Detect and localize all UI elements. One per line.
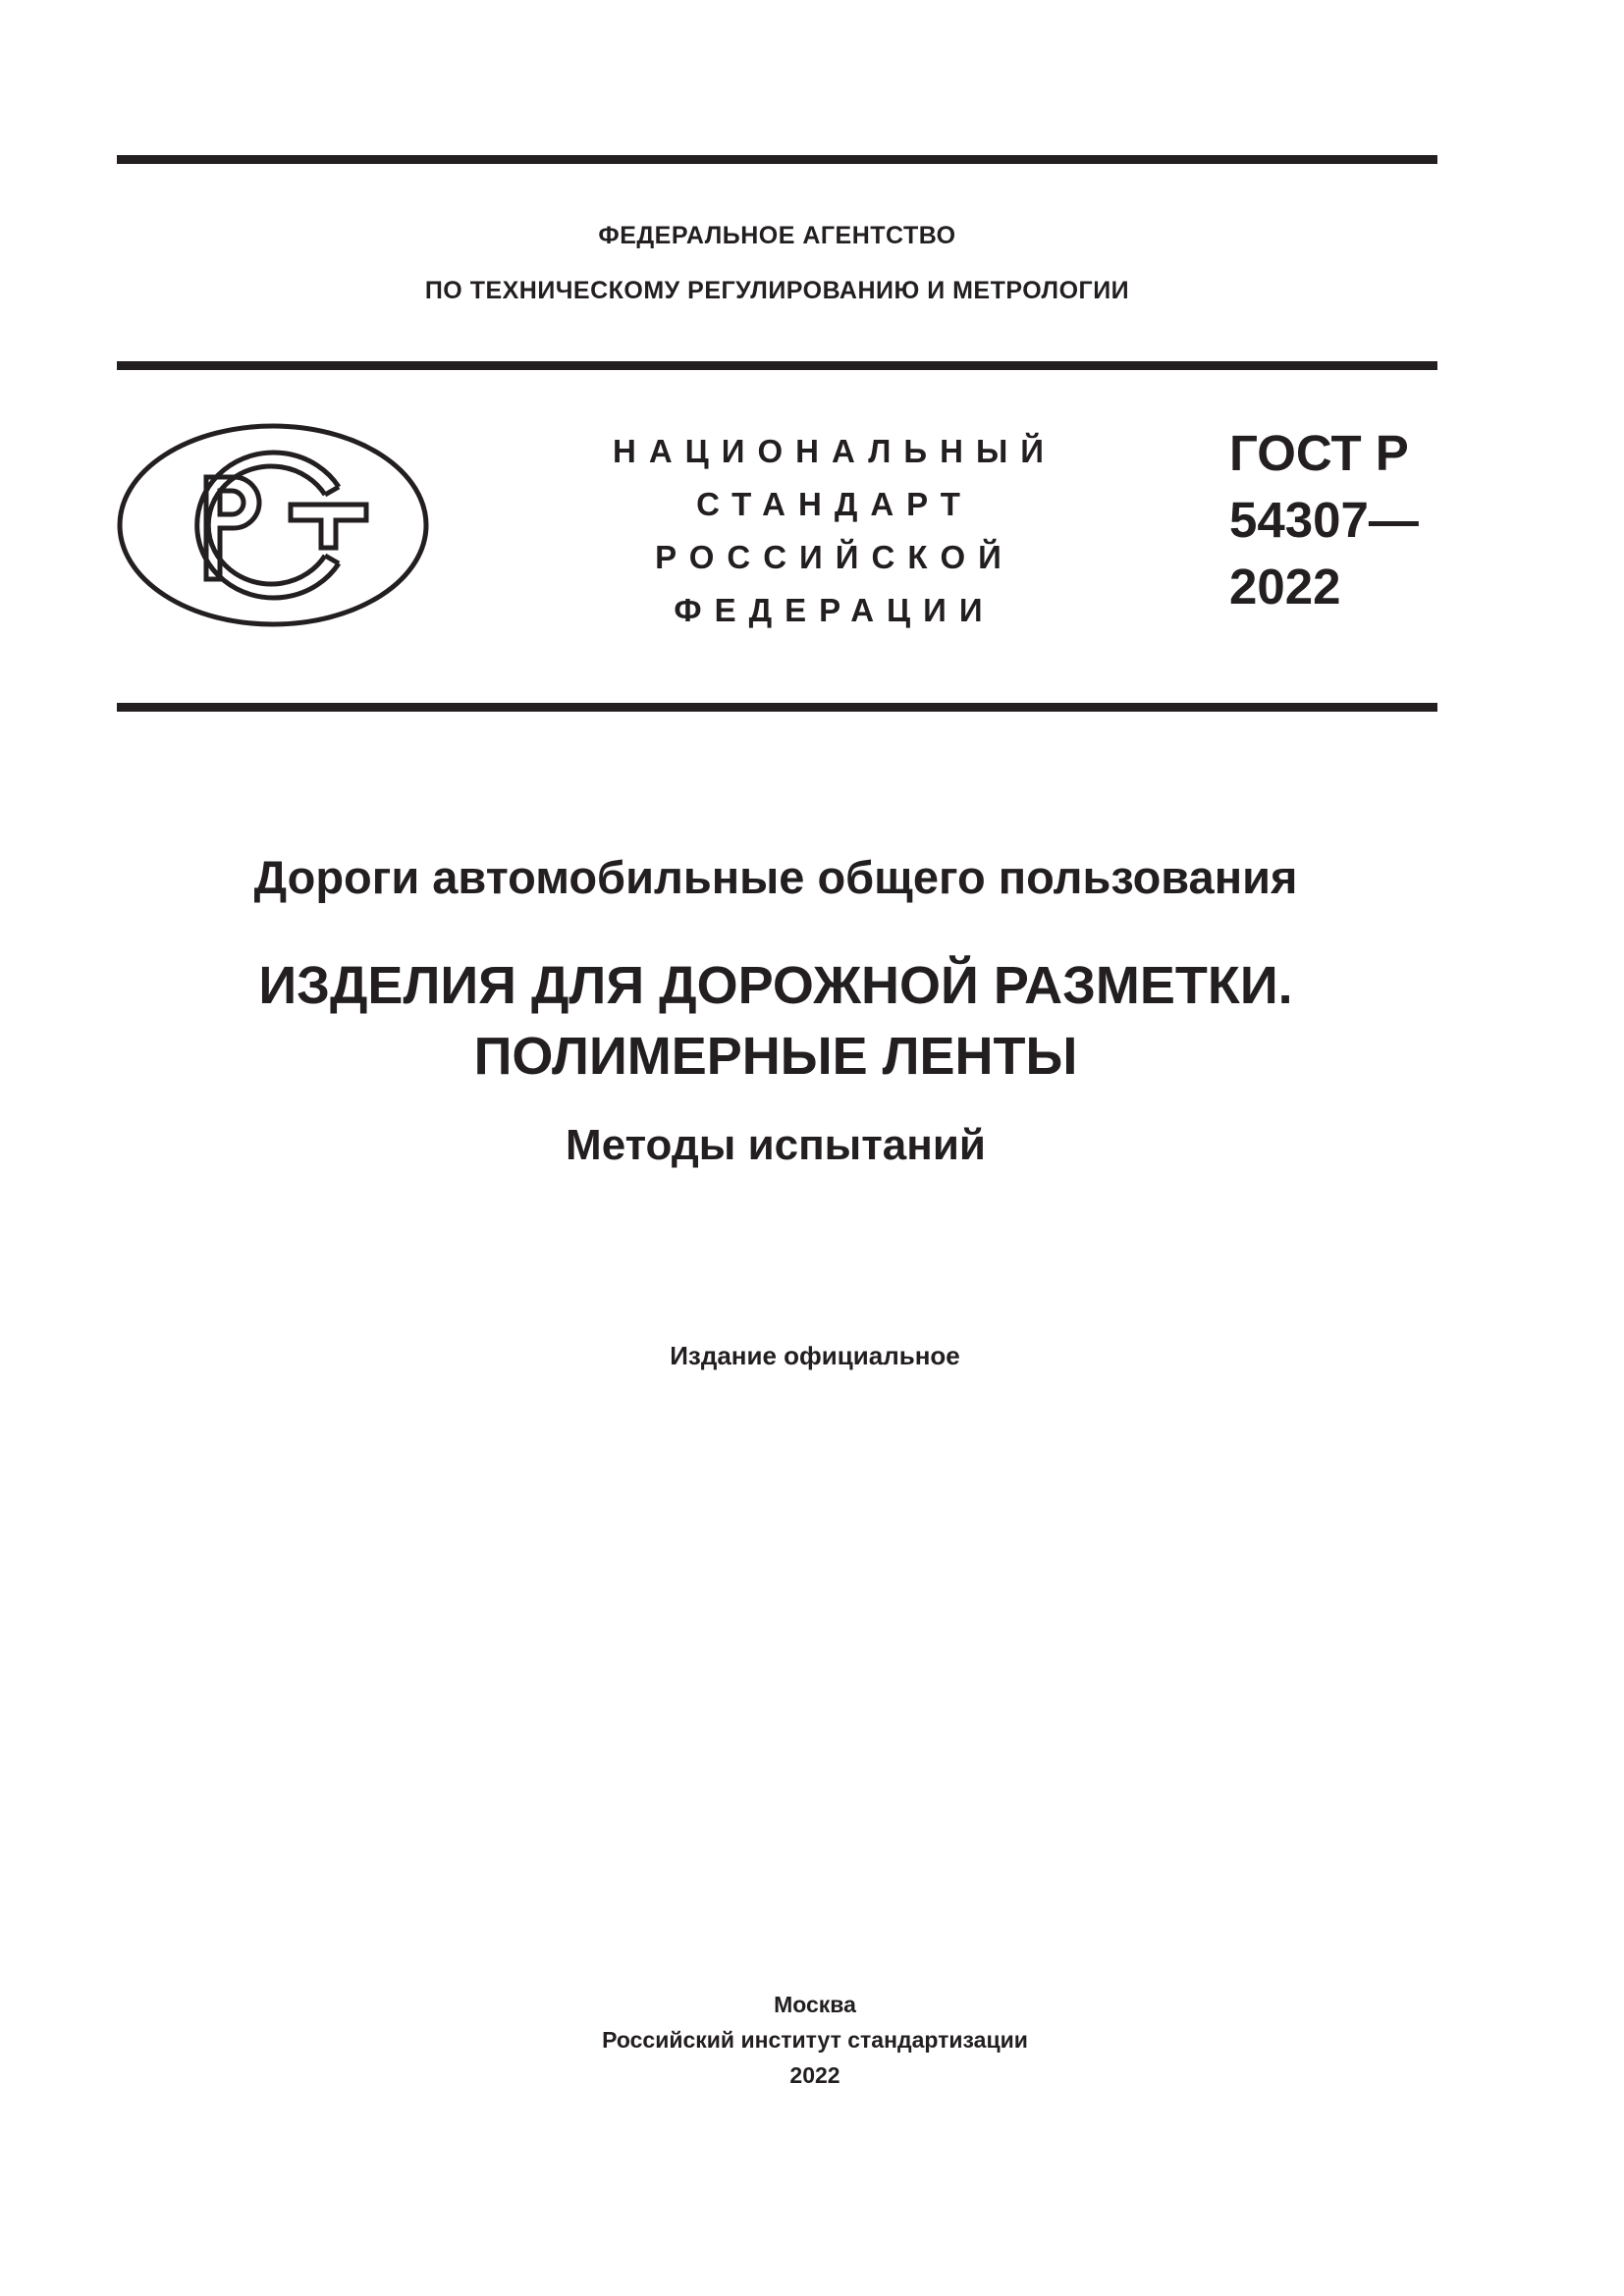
main-title-line2: ПОЛИМЕРНЫЕ ЛЕНТЫ	[473, 1027, 1078, 1086]
agency-name-line1: ФЕДЕРАЛЬНОЕ АГЕНТСТВО	[598, 222, 956, 249]
main-title-line1: ИЗДЕЛИЯ ДЛЯ ДОРОЖНОЙ РАЗМЕТКИ.	[258, 956, 1293, 1015]
standard-type	[589, 425, 1080, 637]
imprint-year: 2022	[789, 2062, 840, 2088]
top-rule	[117, 155, 1437, 164]
edition-note: Издание официальное	[670, 1341, 960, 1370]
imprint-city: Москва	[774, 1992, 856, 2017]
designation-line1: ГОСТ Р	[1229, 425, 1409, 481]
part-title: Методы испытаний	[566, 1121, 986, 1169]
main-title	[0, 950, 1551, 1092]
imprint	[0, 1987, 1624, 2093]
standard-designation	[1229, 420, 1419, 620]
header-rule	[117, 361, 1437, 370]
title-block-rule	[117, 703, 1437, 712]
designation-line3: 2022	[1229, 559, 1341, 614]
standard-type-line2: СТАНДАРТ	[696, 486, 973, 522]
agency-name-line2: ПО ТЕХНИЧЕСКОМУ РЕГУЛИРОВАНИЮ И МЕТРОЛОГИИ	[424, 277, 1130, 304]
standard-type-line3: РОССИЙСКОЙ	[655, 539, 1014, 575]
designation-line2: 54307—	[1229, 492, 1419, 548]
imprint-publisher: Российский институт стандартизации	[602, 2027, 1028, 2053]
general-title: Дороги автомобильные общего пользования	[253, 851, 1298, 903]
rst-logo-icon	[116, 422, 430, 628]
standard-type-line1: НАЦИОНАЛЬНЫЙ	[613, 433, 1056, 469]
standard-type-line4: ФЕДЕРАЦИИ	[674, 592, 996, 628]
